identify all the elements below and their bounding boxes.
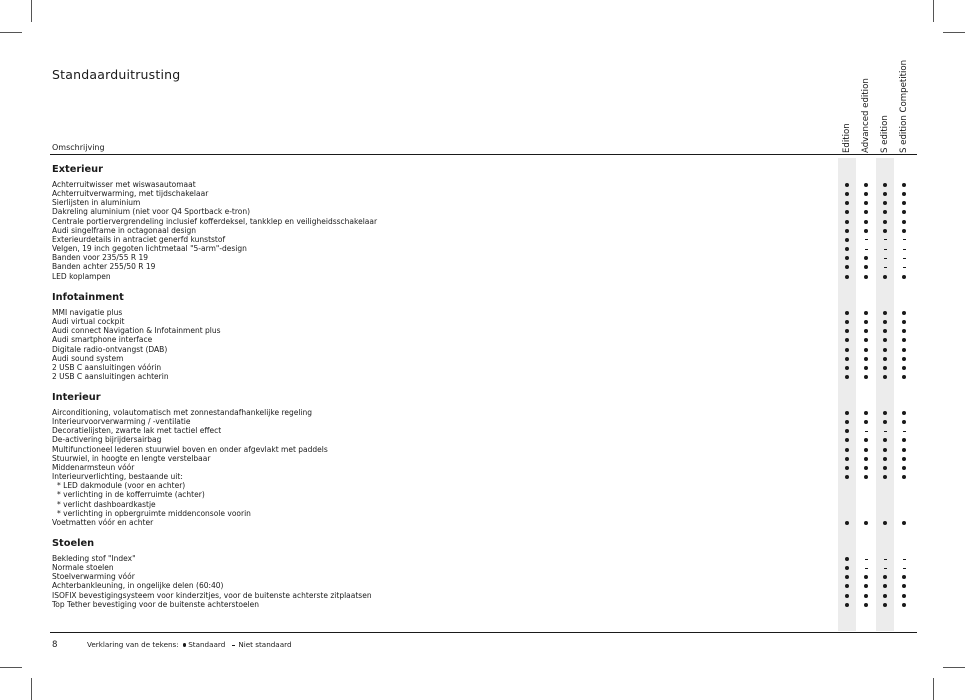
not-standard-dash-icon [857, 554, 875, 563]
standard-dot-icon [857, 345, 875, 354]
standard-dot-icon [838, 262, 856, 271]
standard-dot-icon [876, 454, 894, 463]
table-row-label: Achterbankleuning, in ongelijke delen (60:40) [52, 581, 224, 591]
standard-dot-icon [895, 189, 913, 198]
standard-dot-icon [876, 591, 894, 600]
standard-dot-icon [876, 417, 894, 426]
standard-dot-icon [876, 308, 894, 317]
standard-dot-icon [895, 207, 913, 216]
standard-dot-icon [838, 417, 856, 426]
table-row-label: MMI navigatie plus [52, 308, 123, 317]
table-row-label: Normale stoelen [52, 563, 114, 573]
table-row-label: 2 USB C aansluitingen vóórin [52, 362, 162, 372]
standard-dot-icon [895, 345, 913, 354]
standard-dot-icon [876, 472, 894, 481]
standard-dot-icon [857, 198, 875, 207]
standard-dot-icon [895, 354, 913, 363]
table-row-label: Audi sound system [52, 353, 124, 363]
standard-dot-icon [895, 518, 913, 527]
standard-dot-icon [876, 572, 894, 581]
legend-standard: Standaard [188, 640, 226, 649]
not-standard-dash-icon [876, 253, 894, 262]
standard-dot-icon [895, 308, 913, 317]
standard-dot-icon [838, 563, 856, 572]
standard-dot-icon [838, 198, 856, 207]
table-row-label: LED koplampen [52, 271, 111, 281]
not-standard-dash-icon [895, 262, 913, 271]
legend [87, 640, 292, 649]
column-header-s-edition-competition: S edition Competition [899, 59, 909, 153]
table-row-label: Achterruitwisser met wiswasautomaat [52, 180, 196, 189]
standard-dot-icon [838, 226, 856, 235]
standard-dot-icon [895, 226, 913, 235]
standard-dot-icon [876, 372, 894, 381]
crop-mark [933, 678, 934, 700]
page-number: 8 [52, 640, 58, 650]
table-row-label: Interieurvoorverwarming / -ventilatie [52, 417, 191, 427]
table-row-label: Dakreling aluminium (niet voor Q4 Sportback e-tron) [52, 207, 251, 217]
table-row-label: Airconditioning, volautomatisch met zonnestandafhankelijke regeling [52, 408, 313, 417]
crop-mark [943, 667, 965, 668]
standard-dot-icon [838, 272, 856, 281]
not-standard-dash-icon [895, 244, 913, 253]
standard-dot-icon [857, 207, 875, 216]
not-standard-dash-icon [876, 244, 894, 253]
table-row-label: Velgen, 19 inch gegoten lichtmetaal "5-arm"-design [52, 244, 247, 254]
crop-mark [31, 678, 32, 700]
standard-dot-icon [857, 262, 875, 271]
standard-dot-icon [857, 463, 875, 472]
standard-dot-icon [895, 591, 913, 600]
standard-dot-icon [895, 445, 913, 454]
not-standard-dash-icon [895, 426, 913, 435]
not-standard-dash-icon [876, 426, 894, 435]
standard-dot-icon [857, 408, 875, 417]
standard-dot-icon [857, 581, 875, 590]
standard-dot-icon [895, 335, 913, 344]
table-row-label: Banden voor 235/55 R 19 [52, 253, 148, 263]
table-row-label: Stoelverwarming vóór [52, 572, 135, 582]
standard-dot-icon [838, 518, 856, 527]
not-standard-dash-icon [895, 253, 913, 262]
table-subrow-label: * verlichting in de kofferruimte (achter) [57, 490, 205, 500]
standard-dot-icon [857, 308, 875, 317]
standard-dot-icon [838, 326, 856, 335]
legend-not-standard: Niet standaard [238, 640, 292, 649]
column-header-edition: Edition [842, 123, 852, 153]
standard-dot-icon [895, 454, 913, 463]
standard-dot-icon [838, 408, 856, 417]
standard-dot-icon [838, 435, 856, 444]
not-standard-dash-icon [895, 563, 913, 572]
standard-dot-icon [876, 226, 894, 235]
standard-dot-icon [895, 217, 913, 226]
table-row-label: 2 USB C aansluitingen achterin [52, 372, 169, 382]
not-standard-dash-icon [232, 645, 235, 646]
crop-mark [31, 0, 32, 22]
not-standard-dash-icon [857, 235, 875, 244]
table-row-label: Stuurwiel, in hoogte en lengte verstelbaar [52, 453, 211, 463]
standard-dot-icon [857, 363, 875, 372]
table-row-label: De-activering bijrijdersairbag [52, 435, 162, 445]
standard-dot-icon [838, 308, 856, 317]
not-standard-dash-icon [895, 554, 913, 563]
table-row-label: Audi virtual cockpit [52, 317, 125, 327]
table-row-label: Audi connect Navigation & Infotainment plus [52, 326, 221, 336]
standard-dot-icon [876, 463, 894, 472]
standard-dot-icon [857, 226, 875, 235]
standard-dot-icon [895, 372, 913, 381]
standard-dot-icon [838, 472, 856, 481]
standard-dot-icon [857, 591, 875, 600]
not-standard-dash-icon [876, 554, 894, 563]
footer-divider [50, 632, 917, 633]
standard-dot-icon [838, 463, 856, 472]
standard-dot-icon [876, 326, 894, 335]
standard-dot-icon [838, 244, 856, 253]
standard-dot-icon [876, 217, 894, 226]
crop-mark [0, 32, 22, 33]
table-row-label: Voetmatten vóór en achter [52, 517, 154, 527]
table-row-label: Exterieurdetails in antraciet generfd kunststof [52, 234, 226, 244]
standard-dot-icon [838, 235, 856, 244]
crop-mark [0, 667, 22, 668]
header-divider [50, 154, 917, 155]
standard-dot-icon [876, 317, 894, 326]
standard-dot-icon [876, 272, 894, 281]
table-row-label: ISOFIX bevestigingsysteem voor kinderzitjes, voor de buitenste achterste zitplaatsen [52, 590, 372, 600]
standard-dot-icon [857, 600, 875, 609]
not-standard-dash-icon [857, 244, 875, 253]
standard-dot-icon [857, 372, 875, 381]
standard-dot-icon [895, 408, 913, 417]
standard-dot-icon [838, 372, 856, 381]
standard-dot-icon [838, 426, 856, 435]
section-title: Infotainment [52, 292, 124, 303]
standard-dot-icon [895, 317, 913, 326]
standard-dot-icon [857, 354, 875, 363]
standard-dot-icon [895, 272, 913, 281]
section-title: Exterieur [52, 164, 103, 175]
standard-dot-icon [876, 518, 894, 527]
table-row-label: Achterruitverwarming, met tijdschakelaar [52, 189, 209, 199]
table-row-label: Bekleding stof "Index" [52, 554, 136, 563]
standard-dot-icon [838, 180, 856, 189]
standard-dot-icon [895, 180, 913, 189]
crop-mark [943, 32, 965, 33]
standard-dot-icon [857, 180, 875, 189]
standard-dot-icon [857, 317, 875, 326]
standard-dot-icon [876, 363, 894, 372]
table-subrow-label: * verlicht dashboardkastje [57, 499, 156, 509]
standard-dot-icon [895, 417, 913, 426]
column-header-s-edition: S edition [880, 115, 890, 153]
standard-dot-icon [857, 454, 875, 463]
standard-dot-icon [838, 207, 856, 216]
not-standard-dash-icon [876, 563, 894, 572]
standard-dot-icon [876, 207, 894, 216]
standard-dot-icon [838, 591, 856, 600]
standard-dot-icon [838, 317, 856, 326]
table-row-label: Centrale portiervergrendeling inclusief kofferdeksel, tankklep en veiligheidsschakelaar [52, 216, 378, 226]
standard-dot-icon [838, 445, 856, 454]
standard-dot-icon [876, 335, 894, 344]
standard-dot-icon [838, 189, 856, 198]
standard-dot-icon [876, 189, 894, 198]
standard-dot-icon [857, 272, 875, 281]
standard-dot-icon [895, 581, 913, 590]
standard-dot-icon [876, 180, 894, 189]
table-row-label: Digitale radio-ontvangst (DAB) [52, 344, 168, 354]
standard-dot-icon [876, 198, 894, 207]
section-title: Stoelen [52, 538, 95, 549]
standard-dot-icon [876, 581, 894, 590]
not-standard-dash-icon [857, 563, 875, 572]
section-title: Interieur [52, 392, 101, 403]
standard-dot-icon [876, 345, 894, 354]
standard-dot-icon [183, 643, 187, 647]
standard-dot-icon [857, 217, 875, 226]
standard-dot-icon [838, 581, 856, 590]
table-row-label: Multifunctioneel lederen stuurwiel boven en onder afgevlakt met paddels [52, 444, 328, 454]
standard-dot-icon [895, 435, 913, 444]
table-row-label: Audi smartphone interface [52, 335, 153, 345]
table-row-label: Interieurverlichting, bestaande uit: [52, 472, 183, 482]
standard-dot-icon [857, 445, 875, 454]
table-row-label: Decoratielijsten, zwarte lak met tactiel effect [52, 426, 222, 436]
standard-dot-icon [876, 600, 894, 609]
page-title: Standaarduitrusting [52, 67, 181, 82]
standard-dot-icon [838, 217, 856, 226]
not-standard-dash-icon [876, 235, 894, 244]
standard-dot-icon [895, 572, 913, 581]
table-subrow-label: * LED dakmodule (voor en achter) [57, 481, 186, 491]
standard-dot-icon [838, 345, 856, 354]
crop-mark [933, 0, 934, 22]
standard-dot-icon [876, 435, 894, 444]
standard-dot-icon [857, 518, 875, 527]
not-standard-dash-icon [876, 262, 894, 271]
standard-dot-icon [857, 472, 875, 481]
standard-dot-icon [895, 463, 913, 472]
standard-dot-icon [838, 354, 856, 363]
standard-dot-icon [838, 600, 856, 609]
description-header: Omschrijving [52, 143, 105, 152]
not-standard-dash-icon [895, 235, 913, 244]
standard-dot-icon [838, 572, 856, 581]
standard-dot-icon [876, 354, 894, 363]
standard-dot-icon [838, 454, 856, 463]
table-subrow-label: * verlichting in opbergruimte middenconsole voorin [57, 508, 251, 518]
standard-dot-icon [838, 335, 856, 344]
standard-dot-icon [857, 326, 875, 335]
legend-label: Verklaring van de tekens: [87, 640, 179, 649]
column-header-advanced-edition: Advanced edition [861, 78, 871, 153]
table-row-label: Middenarmsteun vóór [52, 462, 135, 472]
standard-dot-icon [838, 554, 856, 563]
standard-dot-icon [838, 363, 856, 372]
standard-dot-icon [876, 445, 894, 454]
table-row-label: Sierlijsten in aluminium [52, 198, 141, 208]
standard-dot-icon [876, 408, 894, 417]
standard-dot-icon [857, 572, 875, 581]
standard-dot-icon [895, 600, 913, 609]
standard-dot-icon [838, 253, 856, 262]
standard-dot-icon [895, 198, 913, 207]
table-row-label: Top Tether bevestiging voor de buitenste achterstoelen [52, 599, 260, 609]
standard-dot-icon [857, 417, 875, 426]
standard-dot-icon [857, 253, 875, 262]
table-row-label: Banden achter 255/50 R 19 [52, 262, 156, 272]
standard-dot-icon [895, 326, 913, 335]
standard-dot-icon [857, 435, 875, 444]
standard-dot-icon [857, 189, 875, 198]
table-row-label: Audi singelframe in octagonaal design [52, 225, 197, 235]
standard-dot-icon [857, 335, 875, 344]
standard-dot-icon [895, 363, 913, 372]
not-standard-dash-icon [857, 426, 875, 435]
standard-dot-icon [895, 472, 913, 481]
